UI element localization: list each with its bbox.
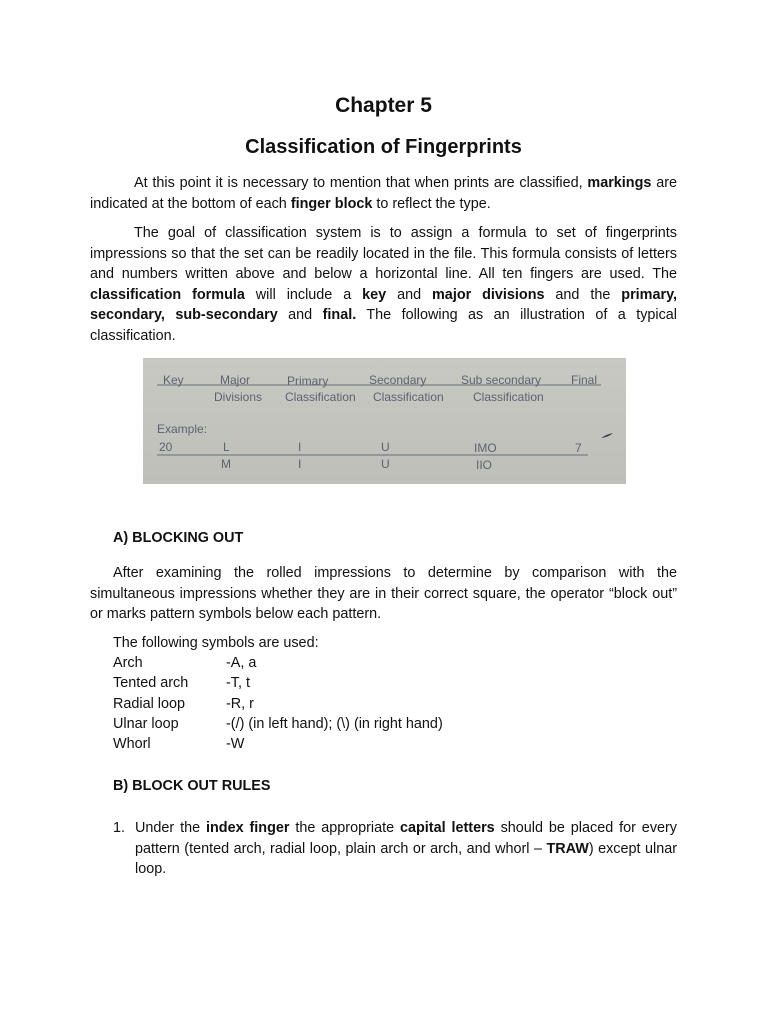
intro-paragraph: At this point it is necessary to mention that when prints are classified, markings are indicated at the bottom of each finger block to reflect the type.: [90, 175, 677, 212]
blocking-out-paragraph: After examining the rolled impressions to determine by comparison with the simultaneous impressions whether they are in their correct square, the operator “block out” or marks pattern symbols below each pattern.: [90, 565, 677, 622]
chapter-title: Classification of Fingerprints: [245, 136, 522, 158]
header-secondary: Secondary: [369, 373, 427, 387]
subheader-primary: Classification: [285, 390, 356, 404]
subheader-sub-secondary: Classification: [473, 390, 544, 404]
header-major: Major: [220, 373, 251, 387]
rule-number: 1.: [113, 820, 126, 836]
example-label: Example:: [157, 422, 208, 436]
denominator-primary: I: [298, 457, 302, 471]
rule-1-text: Under the index finger the appropriate capital letters should be placed for every pattern (tented arch, radial loop, plain arch or arch, and whorl – TRAW) except ulnar loop.: [135, 820, 677, 877]
section-a-heading: A) BLOCKING OUT: [113, 530, 244, 546]
symbols-intro: The following symbols are used:: [113, 635, 319, 651]
numerator-final: 7: [575, 441, 582, 455]
subheader-secondary: Classification: [373, 390, 444, 404]
header-final: Final: [571, 373, 598, 387]
denominator-secondary: U: [381, 457, 390, 471]
symbol-name: Arch: [113, 655, 143, 671]
numerator-sub-secondary: IMO: [474, 441, 497, 455]
denominator-major: M: [221, 457, 231, 471]
classification-illustration-photo: [143, 358, 626, 484]
header-primary: Primary: [287, 374, 329, 388]
numerator-major: L: [223, 440, 230, 454]
subheader-divisions: Divisions: [214, 390, 263, 404]
chapter-heading: Chapter 5: [335, 94, 432, 117]
goal-paragraph: The goal of classification system is to assign a formula to set of fingerprints impressions so that the set can be readily located in the file. This formula consists of letters and numbers written above and below a horizontal line. All ten fingers are used. The classification formula will include a key and major divisions and the primary, secondary, sub-secondary and final. The following as an illustration of a typical classification.: [90, 225, 678, 344]
symbol-name: Radial loop: [113, 696, 186, 712]
key-value: 20: [159, 440, 173, 454]
header-key: Key: [163, 373, 184, 387]
section-b-heading: B) BLOCK OUT RULES: [113, 778, 271, 794]
symbol-name: Tented arch: [113, 675, 189, 691]
symbol-code: -R, r: [226, 696, 254, 712]
symbol-name: Ulnar loop: [113, 716, 179, 732]
symbol-name: Whorl: [113, 736, 151, 752]
symbol-code: -T, t: [226, 675, 250, 691]
symbol-code: -A, a: [226, 655, 257, 671]
header-sub-secondary: Sub secondary: [461, 373, 542, 387]
numerator-primary: I: [298, 440, 302, 454]
numerator-secondary: U: [381, 440, 390, 454]
denominator-sub-secondary: IIO: [476, 458, 493, 472]
symbol-code: -W: [226, 736, 245, 752]
symbol-code: -(/) (in left hand); (\) (in right hand): [226, 716, 443, 732]
